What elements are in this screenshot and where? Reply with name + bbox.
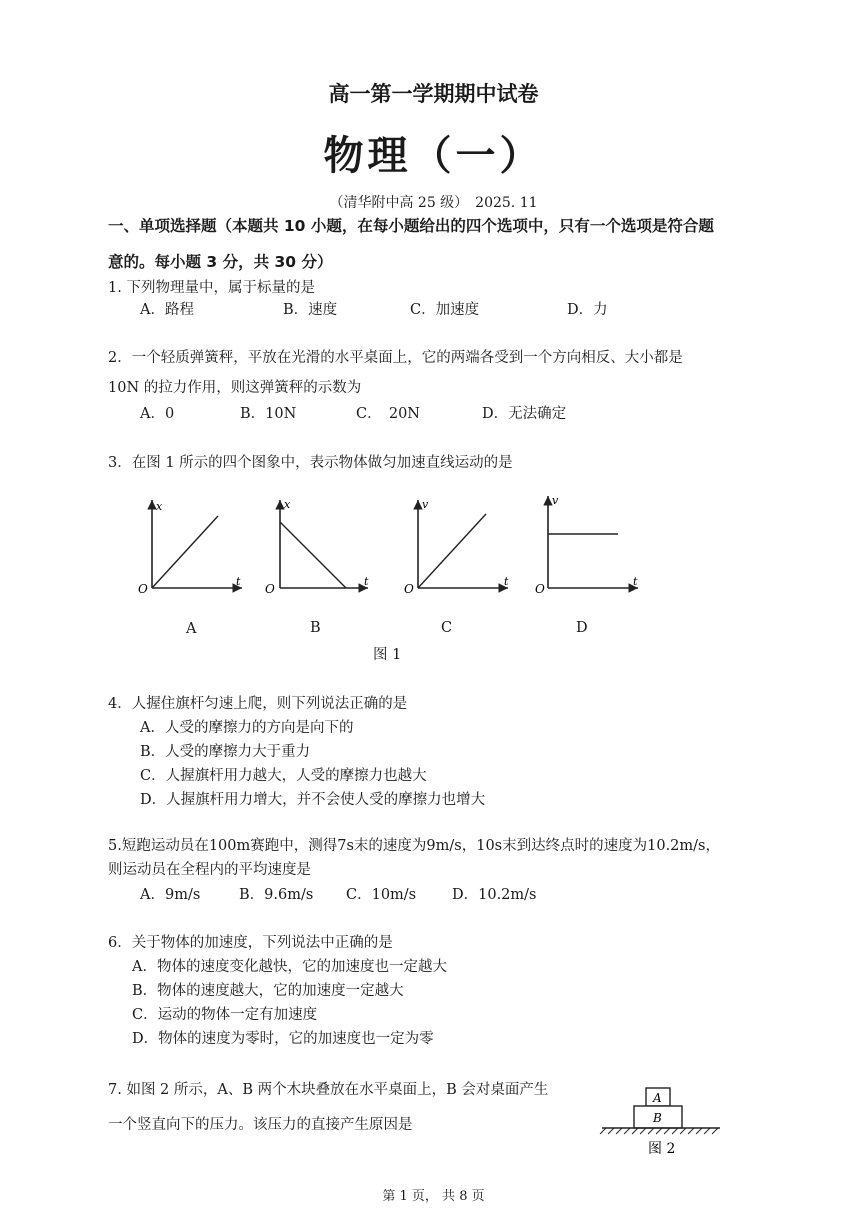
block-a-label: A bbox=[653, 1091, 662, 1105]
q2-option-c: C． 20N bbox=[356, 406, 420, 422]
graph-d-label: D bbox=[576, 620, 588, 636]
q5-option-c: C．10m/s bbox=[346, 887, 417, 903]
graph-c-origin: O bbox=[404, 582, 414, 596]
question-1-stem: 1. 下列物理量中，属于标量的是 bbox=[108, 280, 315, 296]
q6-option-a: A．物体的速度变化越快，它的加速度也一定越大 bbox=[132, 959, 447, 975]
q1-option-d: D．力 bbox=[567, 302, 608, 318]
graph-a-label: A bbox=[186, 621, 197, 637]
graph-b-y-label: x bbox=[284, 498, 291, 511]
q2-option-d: D．无法确定 bbox=[482, 406, 567, 422]
figure-1-graphs bbox=[130, 490, 650, 640]
graph-a-origin: O bbox=[138, 582, 148, 596]
graph-a bbox=[138, 500, 242, 596]
q1-option-c: C．加速度 bbox=[410, 302, 480, 318]
graph-d bbox=[535, 494, 638, 596]
q5-option-a: A．9m/s bbox=[140, 887, 201, 903]
graph-b-label: B bbox=[310, 620, 321, 636]
graph-c-x-label: t bbox=[504, 575, 509, 588]
figure-2-blocks bbox=[596, 1082, 726, 1162]
graph-b-origin: O bbox=[265, 582, 275, 596]
q1-option-b: B．速度 bbox=[283, 302, 338, 318]
graph-b-x-label: t bbox=[364, 575, 369, 588]
q4-option-d: D．人握旗杆用力增大，并不会使人受的摩擦力也增大 bbox=[140, 792, 486, 808]
question-7-stem-line1: 7. 如图 2 所示，A、B 两个木块叠放在水平桌面上，B 会对桌面产生 bbox=[108, 1082, 549, 1098]
q6-option-c: C．运动的物体一定有加速度 bbox=[132, 1007, 318, 1023]
section-heading-text-end: 选项是符合题 bbox=[620, 217, 714, 235]
figure-2-caption: 图 2 bbox=[648, 1141, 676, 1157]
question-6-stem: 6．关于物体的加速度，下列说法中正确的是 bbox=[108, 935, 393, 951]
graph-c bbox=[404, 498, 509, 596]
question-3-stem: 3．在图 1 所示的四个图象中，表示物体做匀加速直线运动的是 bbox=[108, 455, 513, 471]
section-heading-emphasis: 只有一个 bbox=[558, 217, 621, 235]
question-4-stem: 4．人握住旗杆匀速上爬，则下列说法正确的是 bbox=[108, 696, 408, 712]
question-7-stem-line2: 一个竖直向下的压力。该压力的直接产生原因是 bbox=[108, 1117, 413, 1133]
q2-option-a: A．0 bbox=[140, 406, 175, 422]
question-2-stem-line1: 2．一个轻质弹簧秤，平放在光滑的水平桌面上，它的两端各受到一个方向相反、大小都是 bbox=[108, 350, 683, 366]
graph-d-x-label: t bbox=[633, 575, 638, 588]
q4-option-b: B．人受的摩擦力大于重力 bbox=[140, 744, 311, 760]
section-heading-line1 bbox=[108, 214, 714, 236]
graph-a-y-label: x bbox=[156, 500, 163, 513]
q1-option-a: A．路程 bbox=[140, 302, 194, 318]
page-footer: 第 1 页， 共 8 页 bbox=[382, 1189, 485, 1204]
section-heading-text: 一、单项选择题（本题共 10 小题，在每小题给出的四个选项中， bbox=[108, 217, 559, 235]
exam-meta: （清华附中高 25 级） 2025. 11 bbox=[329, 195, 538, 211]
graph-b bbox=[265, 498, 369, 596]
q4-option-a: A．人受的摩擦力的方向是向下的 bbox=[140, 720, 354, 736]
graph-a-x-label: t bbox=[236, 575, 241, 588]
subject-title: 物理（一） bbox=[323, 132, 544, 179]
q6-option-d: D．物体的速度为零时，它的加速度也一定为零 bbox=[132, 1031, 434, 1047]
block-b-label: B bbox=[653, 1111, 662, 1125]
question-5-stem-line1: 5.短跑运动员在100m赛跑中，测得7s末的速度为9m/s，10s末到达终点时的速度为10.2m/s， bbox=[108, 838, 720, 854]
q4-option-c: C．人握旗杆用力越大，人受的摩擦力也越大 bbox=[140, 768, 427, 784]
question-2-stem-line2: 10N 的拉力作用，则这弹簧秤的示数为 bbox=[108, 380, 362, 396]
section-heading-line2: 意的。每小题 3 分，共 30 分） bbox=[108, 253, 333, 271]
figure-1-caption: 图 1 bbox=[373, 647, 402, 663]
graph-c-label: C bbox=[441, 620, 453, 636]
graph-c-y-label: v bbox=[422, 498, 429, 511]
q6-option-b: B．物体的速度越大，它的加速度一定越大 bbox=[132, 983, 404, 999]
q2-option-b: B．10N bbox=[240, 406, 297, 422]
q5-option-d: D．10.2m/s bbox=[452, 887, 537, 903]
exam-title: 高一第一学期期中试卷 bbox=[328, 82, 539, 106]
question-5-stem-line2: 则运动员在全程内的平均速度是 bbox=[108, 862, 311, 878]
q5-option-b: B．9.6m/s bbox=[239, 887, 314, 903]
graph-d-origin: O bbox=[535, 582, 545, 596]
graph-d-y-label: v bbox=[552, 494, 559, 507]
